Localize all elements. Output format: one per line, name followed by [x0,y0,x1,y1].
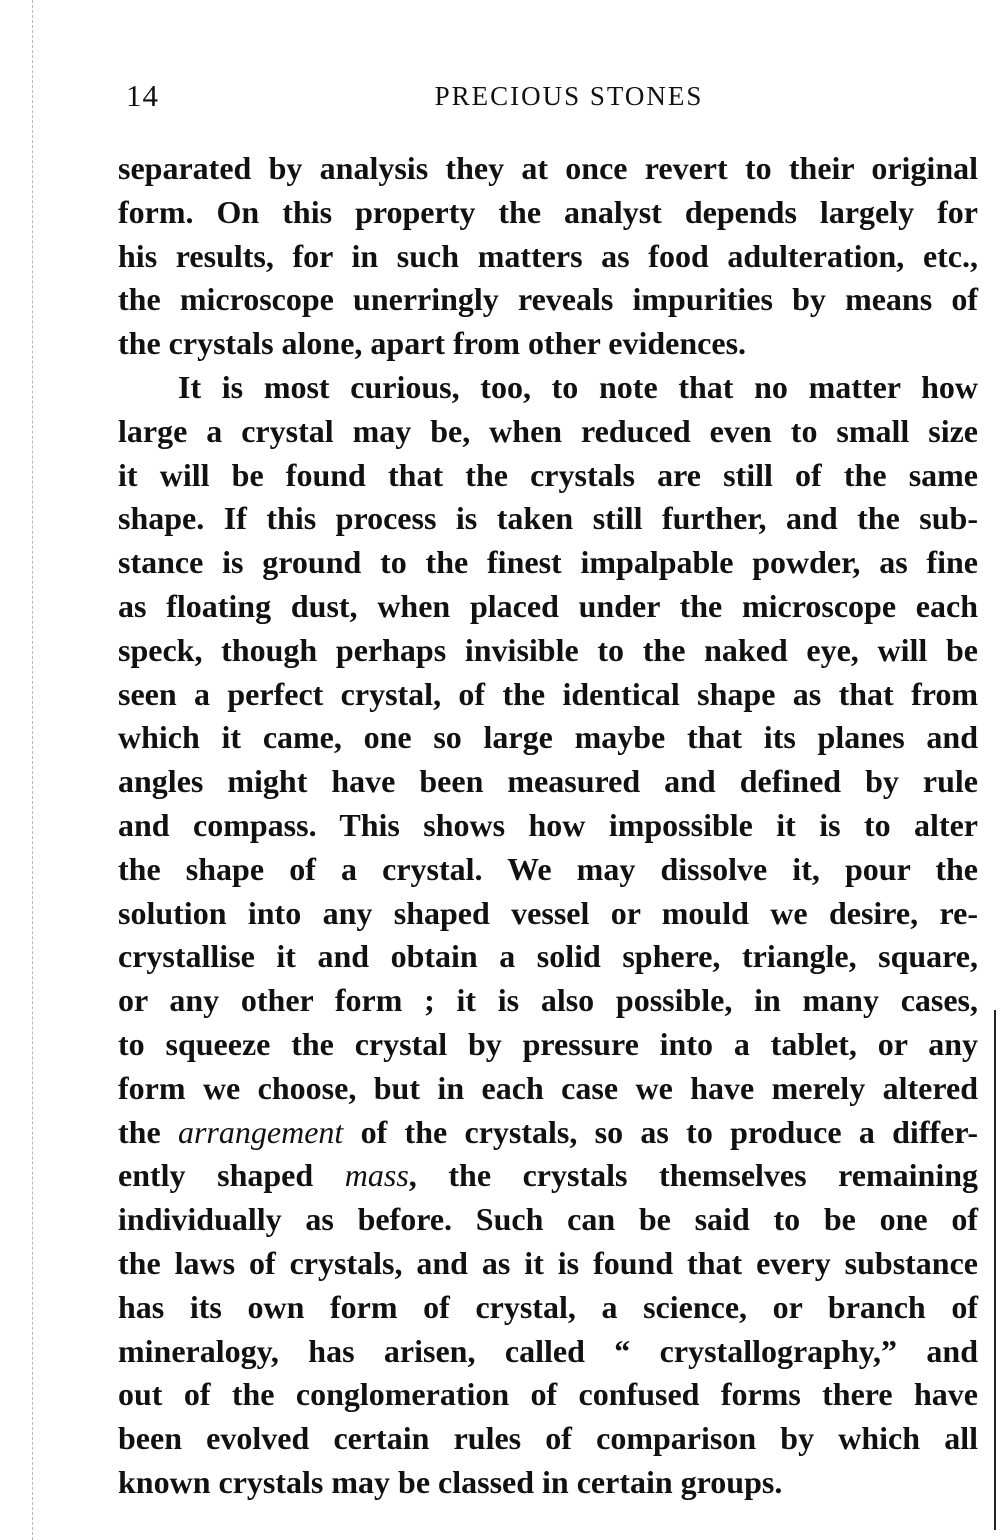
text-segment: ently shaped [118,1157,345,1194]
text-line: the crystals alone, apart from other evidences. [118,325,747,362]
page-header [118,76,980,116]
text-line: form we choose, but in each case we have merely altered [118,1069,978,1106]
text-segment: the [118,1113,178,1150]
text-line: form. On this property the analyst depends largely for [118,193,978,230]
text-segment: of the crystals, so as to produce a differ- [343,1113,979,1150]
text-line: has its own form of crystal, a science, or branch of [118,1288,978,1325]
text-line: as floating dust, when placed under the microscope each [118,587,978,624]
text-line: been evolved certain rules of comparison by which all [118,1420,978,1457]
text-line: it will be found that the crystals are still of the same [118,456,978,493]
text-line: mineralogy, has arisen, called “ crystallography,” and [118,1332,978,1369]
text-line: and compass. This shows how impossible it is to alter [118,806,978,843]
text-line: to squeeze the crystal by pressure into a tablet, or any [118,1025,978,1062]
text-line: stance is ground to the finest impalpable powder, as fine [118,544,978,581]
text-line: speck, though perhaps invisible to the naked eye, will be [118,631,978,668]
text-line: solution into any shaped vessel or mould we desire, re- [118,894,978,931]
text-line-with-italic [118,1154,978,1198]
running-head: PRECIOUS STONES [434,81,704,111]
text-line: crystallise it and obtain a solid sphere, triangle, square, [118,938,978,975]
text-line: the laws of crystals, and as it is found that every substance [118,1244,978,1281]
text-line-with-italic [118,1111,978,1155]
text-line: separated by analysis they at once revert to their original [118,150,978,186]
text-line: or any other form ; it is also possible, in many cases, [118,982,978,1019]
text-line: shape. If this process is taken still further, and the sub- [118,500,978,537]
text-line: large a crystal may be, when reduced even to small size [118,412,978,449]
text-line: out of the conglomeration of confused forms there have [118,1376,978,1413]
page-number: 14 [126,78,159,113]
text-line: individually as before. Such can be said to be one of [118,1201,978,1238]
text-segment: , the crystals themselves remaining [408,1157,979,1194]
italic-word: arrangement [177,1113,344,1150]
text-line: angles might have been measured and defined by rule [118,763,978,800]
text-line: the microscope unerringly reveals impurities by means of [118,281,978,318]
italic-word: mass [344,1157,409,1194]
body-text [118,147,978,1505]
page-edge-left [32,0,33,1540]
text-line: It is most curious, too, to note that no matter how [178,368,978,405]
text-line: the shape of a crystal. We may dissolve it, pour the [118,850,978,887]
page-edge-right [994,1010,996,1530]
text-line: his results, for in such matters as food adulteration, etc., [118,237,978,274]
text-line: seen a perfect crystal, of the identical shape as that from [118,675,978,712]
text-line: which it came, one so large maybe that its planes and [118,719,978,756]
text-line: known crystals may be classed in certain groups. [118,1463,783,1500]
